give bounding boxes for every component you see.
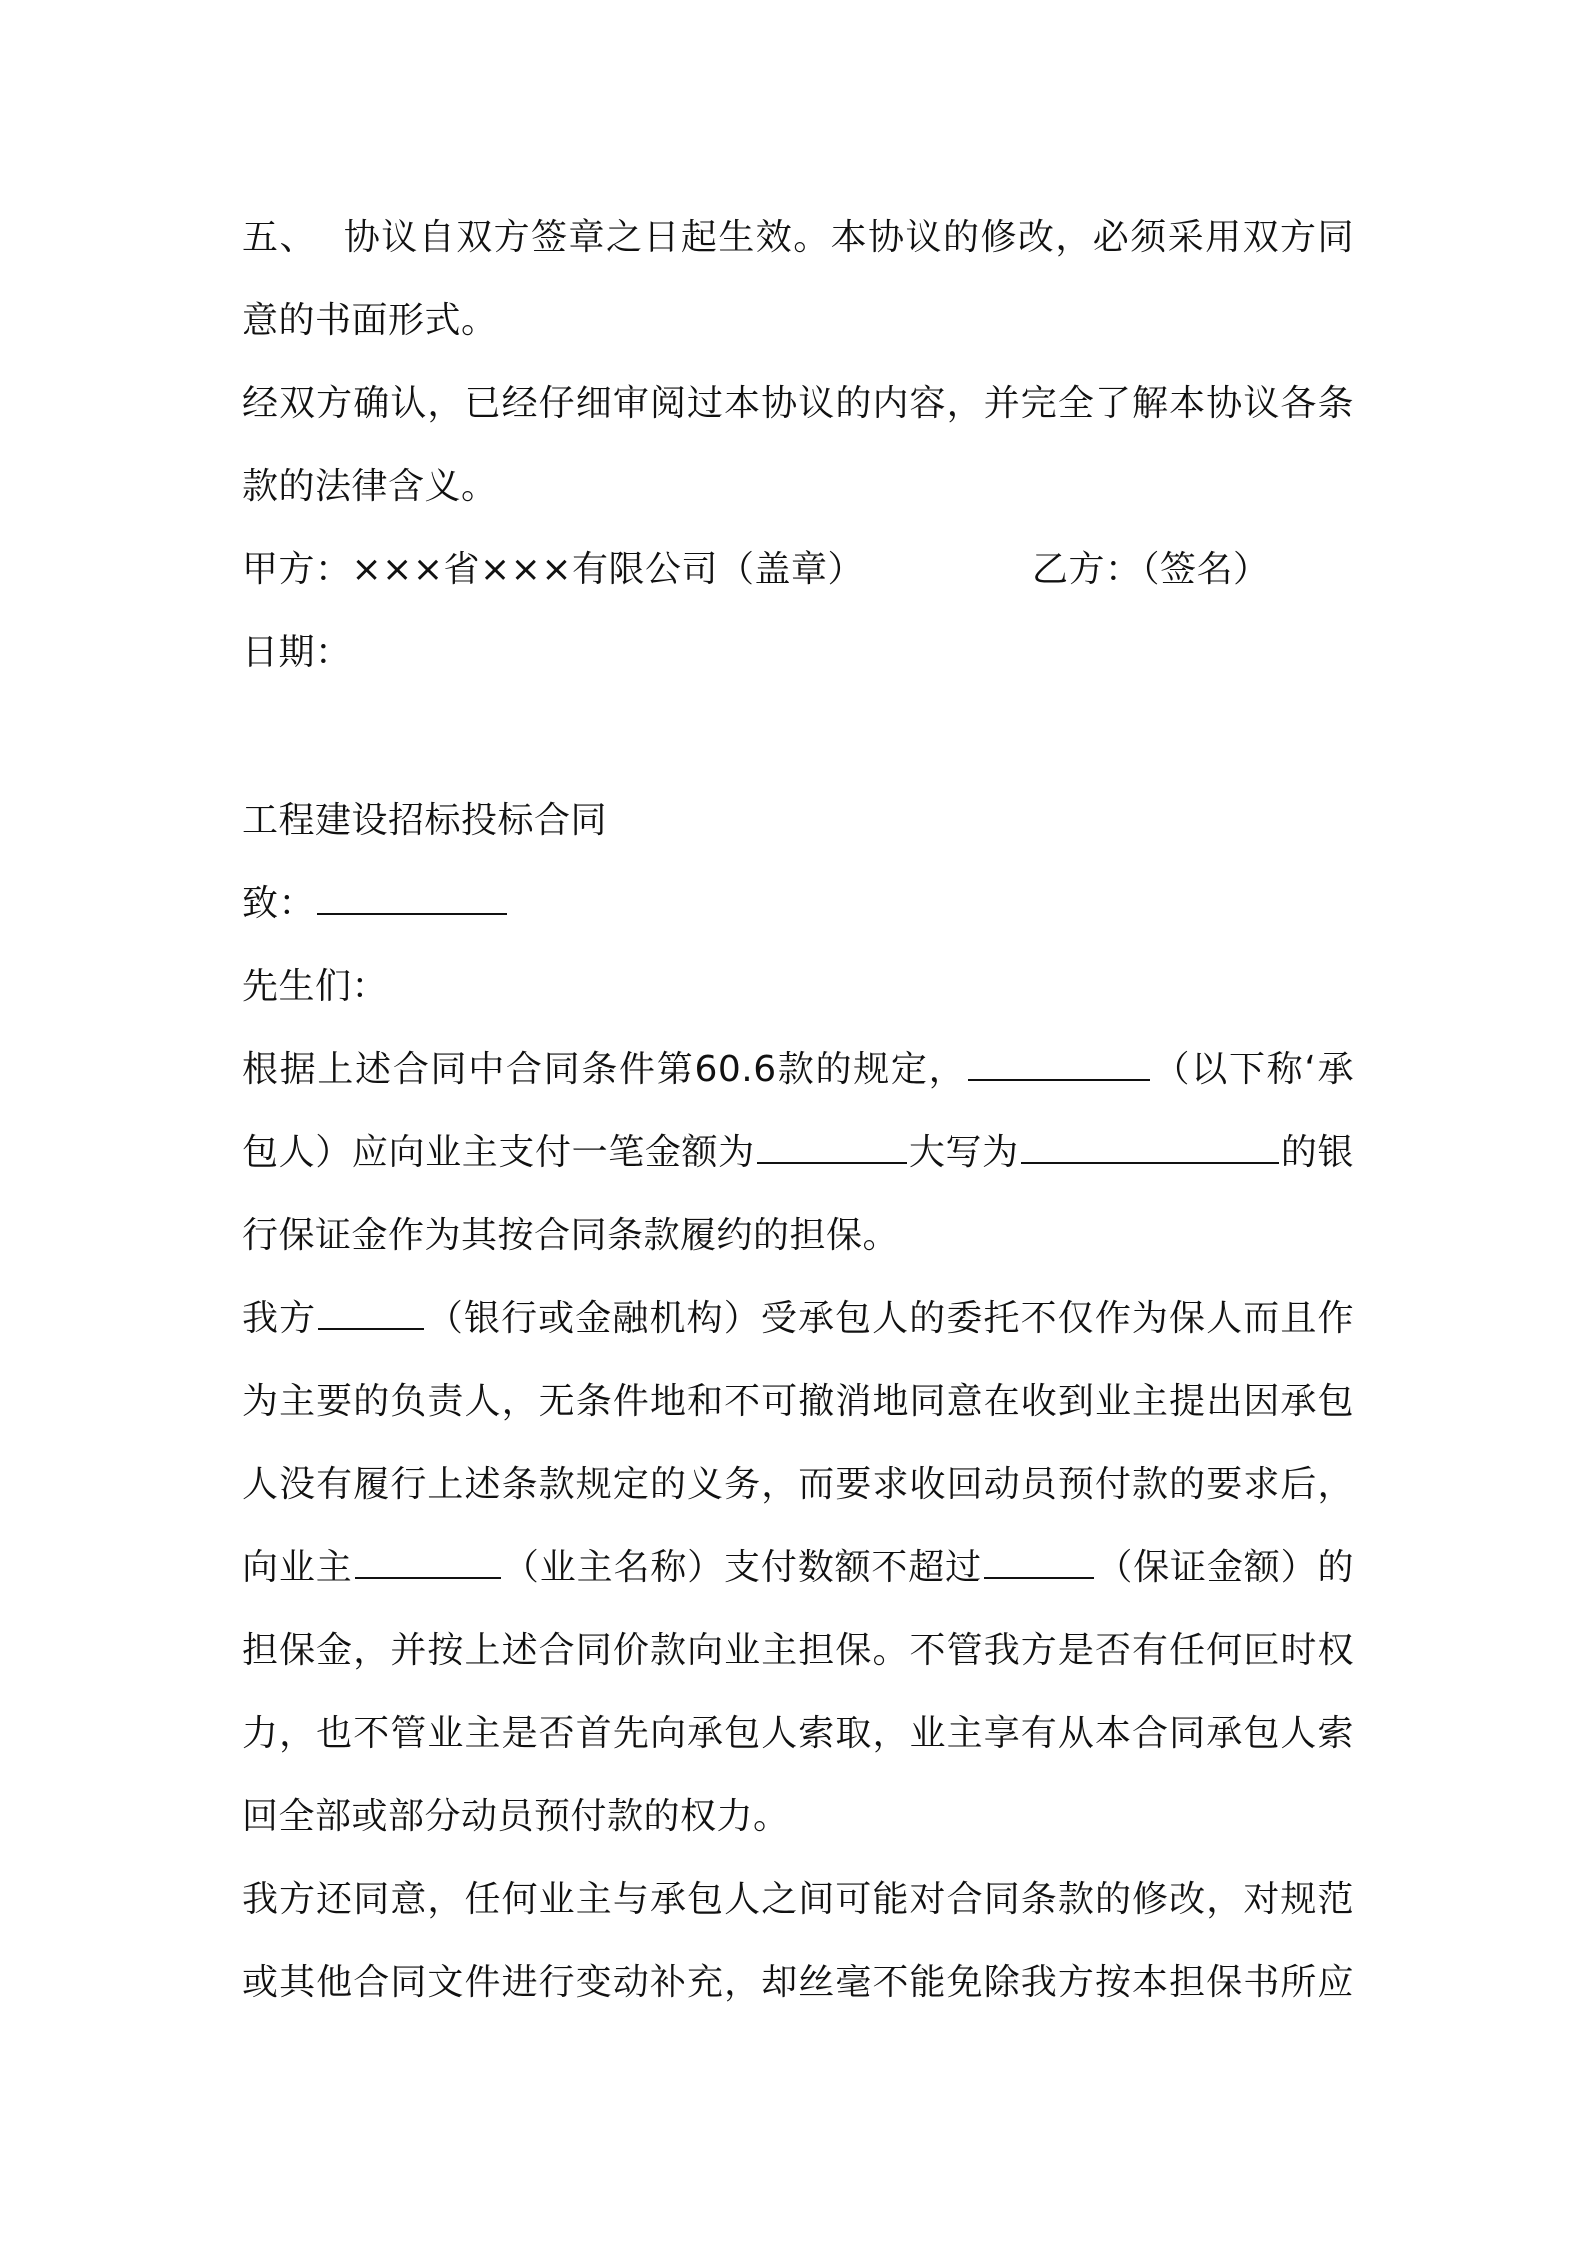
to-line: 致： (242, 862, 1354, 945)
amount-in-words-blank (1021, 1132, 1279, 1164)
para2-line-5: 担保金，并按上述合同价款向业主担保。不管我方是否有任何叵时权 (242, 1630, 1354, 1671)
para1-line-1: 根据上述合同中合同条件第60.6款的规定， （以下称‘承 (242, 1049, 1354, 1090)
para3-line-1: 我方还同意，任何业主与承包人之间可能对合同条款的修改，对规范 (242, 1879, 1354, 1920)
para2-line-7: 回全部或部分动员预付款的权力。 (242, 1796, 790, 1837)
para1-line-2: 包人）应向业主支付一笔金额为 大写为 的银 (242, 1132, 1354, 1173)
para1-line-3: 行保证金作为其按合同条款履约的担保。 (242, 1215, 900, 1256)
contractor-blank (968, 1049, 1150, 1081)
party-a-signature: 甲方：×××省×××有限公司（盖章） (242, 549, 864, 590)
owner-name-blank (355, 1547, 501, 1579)
amount-blank (757, 1132, 907, 1164)
para2-line-1: 我方 （银行或金融机构）受承包人的委托不仅作为保人而且作 (242, 1298, 1354, 1339)
para3-line-2: 或其他合同文件进行变动补充，却丝毫不能免除我方按本担保书所应 (242, 1962, 1354, 2003)
party-b-signature: 乙方：（签名） (1032, 549, 1270, 590)
recipient-blank (317, 883, 507, 915)
confirm-line-2: 款的法律含义。 (242, 466, 498, 507)
para2-line-3: 人没有履行上述条款规定的义务，而要求收回动员预付款的要求后， (242, 1464, 1354, 1505)
para2-line-4: 向业主 （业主名称）支付数额不超过 （保证金额）的 (242, 1547, 1354, 1588)
guarantee-amount-blank (984, 1547, 1094, 1579)
section-5-line-2: 意的书面形式。 (242, 300, 498, 341)
confirm-line-1: 经双方确认，已经仔细审阅过本协议的内容，并完全了解本协议各条 (242, 383, 1354, 424)
para2-line-6: 力，也不管业主是否首先向承包人索取，业主享有从本合同承包人索 (242, 1713, 1354, 1754)
greeting: 先生们： (242, 966, 389, 1007)
signature-row (242, 528, 1354, 611)
section-5-line-1: 五、 协议自双方签章之日起生效。本协议的修改，必须采用双方同 (242, 217, 1354, 258)
section-number: 五、 (242, 217, 317, 258)
document-page (242, 196, 1354, 2024)
bank-blank (318, 1298, 424, 1330)
contract-title: 工程建设招标投标合同 (242, 800, 608, 841)
date-line: 日期： (242, 632, 352, 673)
para2-line-2: 为主要的负责人，无条件地和不可撤消地同意在收到业主提出因承包 (242, 1381, 1354, 1422)
